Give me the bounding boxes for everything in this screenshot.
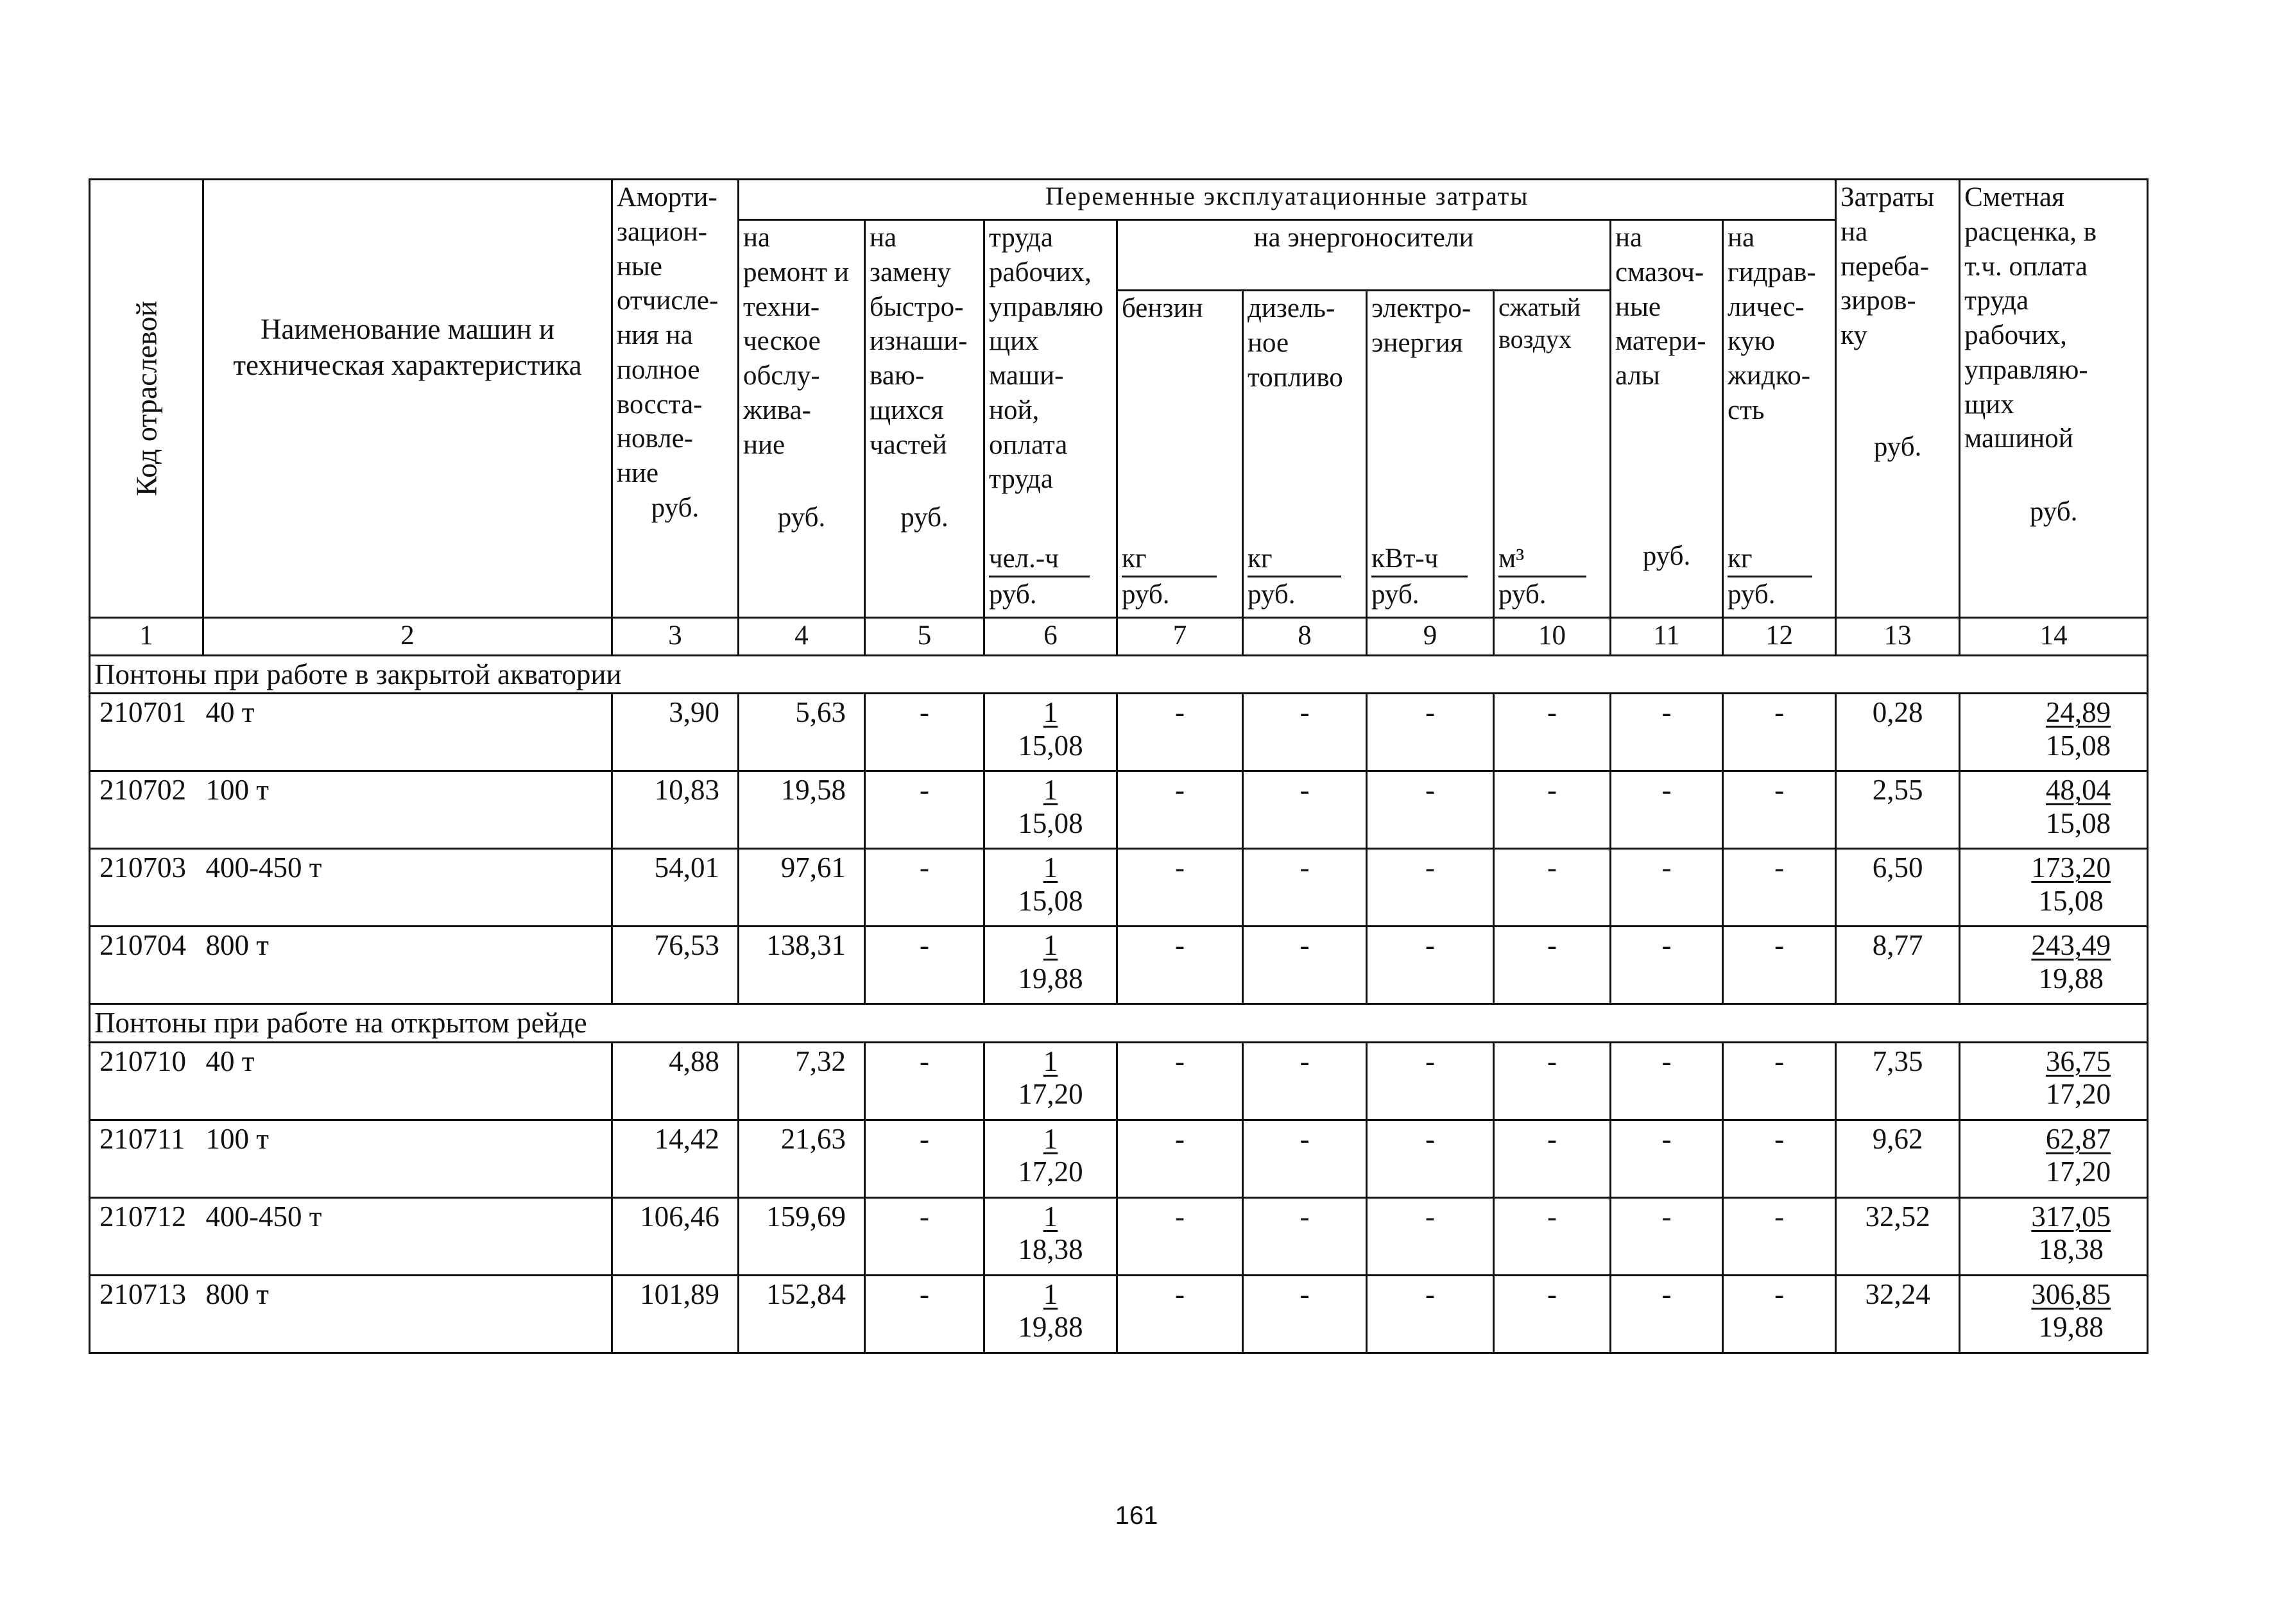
repair-value: 152,84	[739, 1275, 865, 1353]
header-petrol-unit-bottom: руб.	[1122, 579, 1170, 610]
column-number: 7	[1117, 618, 1243, 656]
parts-value: -	[865, 1042, 984, 1120]
parts-value: -	[865, 927, 984, 1004]
repair-value: 5,63	[739, 694, 865, 771]
labor-cell	[984, 849, 1117, 927]
header-electric-unit-bottom: руб.	[1371, 579, 1420, 610]
energy-value: -	[1117, 771, 1243, 849]
energy-value: -	[1117, 849, 1243, 927]
relocation-value: 32,24	[1836, 1275, 1960, 1353]
header-relocation-label: Затраты на переба- зиров- ку	[1840, 182, 1935, 350]
labor-denominator: 17,20	[1018, 1156, 1083, 1188]
header-labor-label: труда рабочих, управляю щих маши- ной, оплата труда	[989, 223, 1104, 495]
column-number: 3	[612, 618, 739, 656]
machine-code: 210703	[90, 849, 203, 927]
column-number: 2	[203, 618, 612, 656]
column-number: 6	[984, 618, 1117, 656]
repair-value: 19,58	[739, 771, 865, 849]
repair-value: 159,69	[739, 1197, 865, 1275]
energy-value: -	[1611, 1197, 1723, 1275]
header-labor	[984, 220, 1117, 618]
column-number: 1	[90, 618, 203, 656]
rate-numerator: 243,49	[2031, 929, 2111, 962]
energy-value: -	[1243, 1197, 1367, 1275]
machine-name: 100 т	[203, 1120, 612, 1197]
energy-value: -	[1723, 1042, 1836, 1120]
column-number: 10	[1494, 618, 1611, 656]
header-lubricants-label: на смазоч- ные матери- алы	[1615, 223, 1706, 391]
relocation-value: 2,55	[1836, 771, 1960, 849]
labor-fraction	[1018, 851, 1083, 918]
energy-value: -	[1723, 1275, 1836, 1353]
relocation-value: 32,52	[1836, 1197, 1960, 1275]
header-hydraulic-label: на гидрав- личес- кую жидко- сть	[1728, 223, 1816, 425]
energy-value: -	[1494, 694, 1611, 771]
energy-value: -	[1723, 771, 1836, 849]
header-diesel	[1243, 291, 1367, 618]
table-row	[90, 1197, 2148, 1275]
column-number: 8	[1243, 618, 1367, 656]
energy-value: -	[1243, 1042, 1367, 1120]
labor-cell	[984, 1120, 1117, 1197]
section-row	[90, 1004, 2148, 1042]
machine-code: 210712	[90, 1197, 203, 1275]
energy-value: -	[1494, 771, 1611, 849]
table-row	[90, 694, 2148, 771]
machine-code: 210701	[90, 694, 203, 771]
rate-fraction	[2046, 774, 2111, 841]
header-rate-unit: руб.	[2029, 497, 2078, 527]
header-air	[1494, 291, 1611, 618]
energy-value: -	[1611, 1275, 1723, 1353]
header-relocation	[1836, 180, 1960, 618]
amort-value: 101,89	[612, 1275, 739, 1353]
rate-cell	[1960, 1275, 2148, 1353]
machine-code: 210702	[90, 771, 203, 849]
table-row	[90, 1042, 2148, 1120]
rate-cell	[1960, 1042, 2148, 1120]
energy-value: -	[1243, 771, 1367, 849]
energy-value: -	[1611, 927, 1723, 1004]
header-code	[90, 180, 203, 618]
energy-value: -	[1243, 694, 1367, 771]
labor-cell	[984, 1275, 1117, 1353]
rate-fraction	[2031, 929, 2111, 996]
rate-numerator: 306,85	[2031, 1278, 2111, 1310]
rate-numerator: 36,75	[2045, 1045, 2111, 1077]
labor-denominator: 17,20	[1018, 1078, 1083, 1111]
header-lubricants	[1611, 220, 1723, 618]
labor-numerator: 1	[1043, 1122, 1058, 1155]
header-rate-label: Сметная расценка, в т.ч. оплата труда рабочих, управляю- щих машиной	[1964, 182, 2097, 454]
labor-fraction	[1018, 1201, 1083, 1267]
energy-value: -	[1611, 771, 1723, 849]
labor-denominator: 18,38	[1018, 1233, 1083, 1266]
amort-value: 76,53	[612, 927, 739, 1004]
rate-numerator: 48,04	[2045, 774, 2111, 807]
energy-value: -	[1367, 1197, 1494, 1275]
column-number: 14	[1960, 618, 2148, 656]
energy-value: -	[1117, 1197, 1243, 1275]
header-repair	[739, 220, 865, 618]
energy-value: -	[1243, 1275, 1367, 1353]
labor-denominator: 15,08	[1018, 885, 1083, 917]
header-rate	[1960, 180, 2148, 618]
header-energy: на энергоносители	[1117, 220, 1611, 291]
amort-value: 10,83	[612, 771, 739, 849]
machine-name: 800 т	[203, 927, 612, 1004]
rate-fraction	[2031, 851, 2111, 918]
rate-cell	[1960, 927, 2148, 1004]
page-number: 161	[1115, 1501, 1158, 1530]
header-diesel-label: дизель- ное топливо	[1248, 293, 1343, 393]
energy-value: -	[1611, 849, 1723, 927]
rate-denominator: 19,88	[2038, 962, 2104, 995]
rate-cell	[1960, 849, 2148, 927]
relocation-value: 7,35	[1836, 1042, 1960, 1120]
energy-value: -	[1494, 1275, 1611, 1353]
energy-value: -	[1367, 694, 1494, 771]
rate-numerator: 173,20	[2031, 851, 2111, 884]
header-petrol-unit-top: кг	[1122, 542, 1217, 578]
energy-value: -	[1367, 771, 1494, 849]
rate-denominator: 18,38	[2038, 1233, 2104, 1266]
header-repair-unit: руб.	[777, 502, 826, 533]
rate-fraction	[2031, 1278, 2111, 1345]
labor-fraction	[1018, 1045, 1083, 1112]
energy-value: -	[1494, 1042, 1611, 1120]
machine-code: 210711	[90, 1120, 203, 1197]
labor-cell	[984, 1197, 1117, 1275]
energy-value: -	[1117, 1120, 1243, 1197]
parts-value: -	[865, 694, 984, 771]
machine-name: 400-450 т	[203, 849, 612, 927]
amort-value: 3,90	[612, 694, 739, 771]
energy-value: -	[1117, 1042, 1243, 1120]
relocation-value: 0,28	[1836, 694, 1960, 771]
labor-numerator: 1	[1043, 851, 1058, 884]
header-air-unit-top: м³	[1498, 542, 1586, 578]
column-number: 13	[1836, 618, 1960, 656]
rates-table	[89, 178, 2149, 1354]
energy-value: -	[1611, 1042, 1723, 1120]
labor-numerator: 1	[1043, 929, 1058, 962]
table-row	[90, 1275, 2148, 1353]
header-petrol	[1117, 291, 1243, 618]
header-diesel-unit-top: кг	[1248, 542, 1341, 578]
repair-value: 21,63	[739, 1120, 865, 1197]
relocation-value: 8,77	[1836, 927, 1960, 1004]
header-parts-unit: руб.	[900, 502, 948, 533]
header-parts-label: на замену быстро- изнаши- ваю- щихся частей	[870, 223, 968, 460]
energy-value: -	[1367, 849, 1494, 927]
header-petrol-label: бензин	[1122, 293, 1203, 323]
energy-value: -	[1367, 1120, 1494, 1197]
column-number: 5	[865, 618, 984, 656]
repair-value: 138,31	[739, 927, 865, 1004]
labor-denominator: 19,88	[1018, 962, 1083, 995]
table-row	[90, 1120, 2148, 1197]
parts-value: -	[865, 1275, 984, 1353]
energy-value: -	[1117, 927, 1243, 1004]
column-number: 4	[739, 618, 865, 656]
labor-denominator: 19,88	[1018, 1311, 1083, 1344]
section-row	[90, 656, 2148, 694]
header-code-label: Код отраслевой	[130, 300, 163, 497]
rate-cell	[1960, 771, 2148, 849]
labor-numerator: 1	[1043, 774, 1058, 807]
header-repair-label: на ремонт и техни- ческое обслу- жива- ние	[743, 223, 849, 460]
energy-value: -	[1723, 927, 1836, 1004]
section-title: Понтоны при работе на открытом рейде	[90, 1004, 2148, 1042]
header-amort-unit: руб.	[651, 492, 699, 523]
rate-denominator: 15,08	[2045, 807, 2111, 839]
energy-value: -	[1367, 1042, 1494, 1120]
labor-fraction	[1018, 929, 1083, 996]
labor-cell	[984, 927, 1117, 1004]
table-row	[90, 771, 2148, 849]
machine-name: 100 т	[203, 771, 612, 849]
amort-value: 4,88	[612, 1042, 739, 1120]
labor-cell	[984, 771, 1117, 849]
energy-value: -	[1494, 849, 1611, 927]
parts-value: -	[865, 1197, 984, 1275]
rate-denominator: 19,88	[2038, 1311, 2104, 1344]
labor-numerator: 1	[1043, 696, 1058, 729]
energy-value: -	[1243, 1120, 1367, 1197]
energy-value: -	[1611, 1120, 1723, 1197]
rate-numerator: 62,87	[2045, 1122, 2111, 1155]
header-name-label: Наименование машин и техническая характеристика	[233, 312, 582, 381]
table-row	[90, 849, 2148, 927]
rate-numerator: 317,05	[2031, 1200, 2111, 1233]
labor-cell	[984, 1042, 1117, 1120]
header-air-label: сжатый воздух	[1498, 293, 1581, 354]
rate-cell	[1960, 694, 2148, 771]
energy-value: -	[1117, 1275, 1243, 1353]
header-relocation-unit: руб.	[1873, 431, 1922, 462]
amort-value: 14,42	[612, 1120, 739, 1197]
labor-numerator: 1	[1043, 1278, 1058, 1310]
labor-denominator: 15,08	[1018, 730, 1083, 762]
energy-value: -	[1243, 927, 1367, 1004]
machine-code: 210704	[90, 927, 203, 1004]
energy-value: -	[1723, 1120, 1836, 1197]
energy-value: -	[1723, 694, 1836, 771]
rate-cell	[1960, 1120, 2148, 1197]
column-number: 11	[1611, 618, 1723, 656]
labor-fraction	[1018, 774, 1083, 841]
amort-value: 106,46	[612, 1197, 739, 1275]
rate-cell	[1960, 1197, 2148, 1275]
header-variable-costs: Переменные эксплуатационные затраты	[739, 180, 1836, 220]
labor-numerator: 1	[1043, 1200, 1058, 1233]
header-amort-label: Аморти- зацион- ные отчисле- ния на полное восста- новле- ние	[617, 182, 719, 488]
relocation-value: 6,50	[1836, 849, 1960, 927]
energy-value: -	[1723, 849, 1836, 927]
section-title: Понтоны при работе в закрытой акватории	[90, 656, 2148, 694]
machine-name: 800 т	[203, 1275, 612, 1353]
amort-value: 54,01	[612, 849, 739, 927]
energy-value: -	[1243, 849, 1367, 927]
labor-fraction	[1018, 696, 1083, 763]
energy-value: -	[1367, 1275, 1494, 1353]
rate-fraction	[2046, 696, 2111, 763]
repair-value: 97,61	[739, 849, 865, 927]
column-number: 12	[1723, 618, 1836, 656]
table-row	[90, 927, 2148, 1004]
header-hydraulic	[1723, 220, 1836, 618]
energy-value: -	[1611, 694, 1723, 771]
machine-code: 210710	[90, 1042, 203, 1120]
energy-value: -	[1494, 1197, 1611, 1275]
header-hydraulic-unit-bottom: руб.	[1728, 579, 1776, 610]
column-number: 9	[1367, 618, 1494, 656]
header-diesel-unit-bottom: руб.	[1248, 579, 1296, 610]
labor-fraction	[1018, 1278, 1083, 1345]
rate-denominator: 17,20	[2045, 1156, 2111, 1188]
labor-fraction	[1018, 1123, 1083, 1190]
parts-value: -	[865, 1120, 984, 1197]
rate-denominator: 15,08	[2038, 885, 2104, 917]
labor-denominator: 15,08	[1018, 807, 1083, 839]
header-hydraulic-unit-top: кг	[1728, 542, 1812, 578]
header-parts	[865, 220, 984, 618]
header-name	[203, 180, 612, 618]
labor-cell	[984, 694, 1117, 771]
rate-numerator: 24,89	[2045, 696, 2111, 729]
rate-fraction	[2046, 1045, 2111, 1112]
relocation-value: 9,62	[1836, 1120, 1960, 1197]
header-labor-unit-top: чел.-ч	[989, 542, 1090, 578]
header-electric-unit-top: кВт-ч	[1371, 542, 1468, 578]
header-electric-label: электро- энергия	[1371, 293, 1471, 358]
rate-fraction	[2031, 1201, 2111, 1267]
parts-value: -	[865, 849, 984, 927]
energy-value: -	[1117, 694, 1243, 771]
machine-name: 40 т	[203, 1042, 612, 1120]
repair-value: 7,32	[739, 1042, 865, 1120]
energy-value: -	[1494, 927, 1611, 1004]
header-air-unit-bottom: руб.	[1498, 579, 1547, 610]
machine-name: 400-450 т	[203, 1197, 612, 1275]
header-electric	[1367, 291, 1494, 618]
energy-value: -	[1723, 1197, 1836, 1275]
labor-numerator: 1	[1043, 1045, 1058, 1077]
header-lubricants-unit: руб.	[1642, 541, 1691, 572]
rate-denominator: 17,20	[2045, 1078, 2111, 1111]
rate-fraction	[2046, 1123, 2111, 1190]
machine-name: 40 т	[203, 694, 612, 771]
header-labor-unit-bottom: руб.	[989, 579, 1037, 610]
rate-denominator: 15,08	[2045, 730, 2111, 762]
machine-code: 210713	[90, 1275, 203, 1353]
energy-value: -	[1367, 927, 1494, 1004]
header-amort	[612, 180, 739, 618]
energy-value: -	[1494, 1120, 1611, 1197]
column-numbers-row	[90, 618, 2148, 656]
parts-value: -	[865, 771, 984, 849]
